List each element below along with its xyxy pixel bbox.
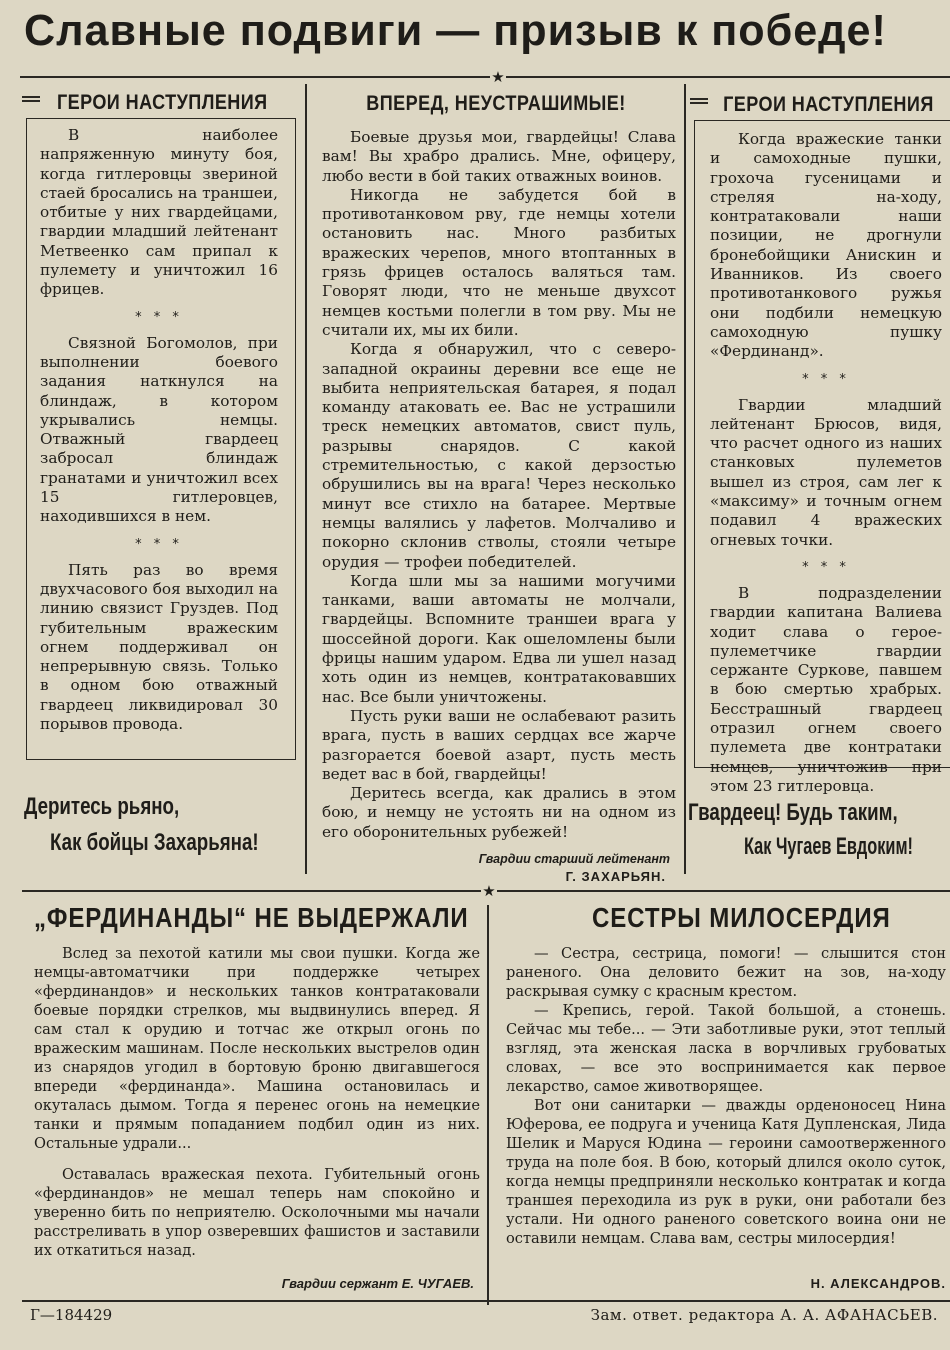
ferdinands-signature: Гвардии сержант Е. ЧУГАЕВ.	[281, 1276, 474, 1291]
footer-rule	[22, 1300, 950, 1302]
left-column-title-row	[22, 88, 300, 118]
article-paragraph: Никогда не забудется бой в противотанковом рву, где немцы хотели остановить нас. Много разбитых вражеских черепов, много втоптанных в грязь фрицев осталось валяться там. Говорят люди, что не меньше двухсот немцев костьми полегли в том рву. Мы не считали их, мы их били.	[322, 185, 676, 339]
star-ornament-icon: ★	[491, 68, 505, 86]
article-paragraph: — Крепись, герой. Такой большой, а стонешь. Сейчас мы тебе... — Эти заботливые руки, этот теплый взгляд, эта женская ласка в ворчливых грубоватых словах, — все это воспринимается как первое лекарство, самое животворящее.	[506, 1002, 946, 1095]
slogan-right-line-2: Как Чугаев Евдоким!	[744, 833, 913, 860]
editor-credit: Зам. ответ. редактора А. А. АФАНАСЬЕВ.	[590, 1306, 938, 1324]
column-divider	[684, 84, 686, 874]
article-paragraph: Когда я обнаружил, что с северо-западной окраины деревни все еще не выбита неприятельская батарея, я подал команду атаковать ее. Вас не устрашили треск немецких автоматов, свист пуль, разрывы снарядов. С какой стремительностью, с какой дерзостью обрушились вы на врага! Через несколько минут все стихло на батарее. Мертвые немцы валялись у лафетов. Молчаливо и покорно склонив стволы, стояли четыре орудия — трофеи победителей.	[322, 340, 676, 571]
ferdinands-article-title: „ФЕРДИНАНДЫ“ НЕ ВЫДЕРЖАЛИ	[34, 902, 469, 933]
left-column-body	[40, 126, 278, 746]
article-paragraph: Оставалась вражеская пехота. Губительный огонь «фердинандов» не мешал теперь нам спокойно и уверенно бить по неприятелю. Осколочными мы начали расстреливать в упор озверевших фашистов и заставили их откатиться назад.	[34, 1166, 480, 1259]
nurses-article	[494, 894, 950, 1304]
nurses-article-title: СЕСТРЫ МИЛОСЕРДИЯ	[592, 902, 891, 933]
headline-rule	[20, 76, 950, 78]
ferdinands-article	[22, 894, 484, 1304]
nurses-article-body	[506, 944, 946, 1274]
ferdinands-article-body	[34, 944, 480, 1264]
nurses-signature: Н. АЛЕКСАНДРОВ.	[810, 1276, 946, 1291]
asterism-separator: * * *	[135, 536, 183, 552]
right-column-title-row	[690, 90, 950, 120]
center-signature-rank: Гвардии старший лейтенант	[478, 852, 670, 866]
column-divider	[487, 905, 489, 1305]
article-paragraph: Пусть руки ваши не ослабевают разить врага, пусть в ваших сердцах все жарче разгорается боевой азарт, пусть месть ведет вас в бой, гвардейцы!	[322, 706, 676, 783]
article-paragraph: Когда вражеские танки и самоходные пушки, грохоча гусеницами и стреляя на-ходу, контратаковали наши позиции, не дрогнули бронебойщики Анискин и Иванников. Из своего противотанкового ружья они подбили немецкую самоходную пушку «Фердинанд».	[710, 130, 942, 361]
slogan-right-line-1: Гвардеец! Будь таким,	[688, 799, 898, 826]
left-column	[22, 84, 300, 764]
center-column-title: ВПЕРЕД, НЕУСТРАШИМЫЕ!	[366, 92, 626, 115]
article-paragraph: Когда шли мы за нашими могучими танками, ваши автоматы не молчали, гвардейцы. Вспомните траншеи врага у шоссейной дороги. Как ошеломлены были фрицы нашим ударом. Едва ли ушел назад хоть один из немцев, контратаковавших нас. Все были уничтожены.	[322, 571, 676, 706]
article-paragraph: — Сестра, сестрица, помоги! — слышится стон раненого. Она деловито бежит на зов, на-ходу раскрывая сумку с красным крестом.	[506, 945, 946, 1000]
article-paragraph: Связной Богомолов, при выполнении боевого задания наткнулся на блиндаж, в котором укрывались немцы. Отважный гвардеец забросал блиндаж гранатами и уничтожил всех 15 гитлеровцев, находившихся в нем.	[40, 333, 278, 526]
left-column-title: ГЕРОИ НАСТУПЛЕНИЯ	[56, 91, 268, 114]
star-ornament-icon: ★	[482, 882, 496, 900]
column-divider	[305, 84, 307, 874]
article-paragraph: Деритесь всегда, как дрались в этом бою, и немцу не устоять ни на одном из его оборонительных рубежей!	[322, 784, 676, 841]
article-paragraph: Пять раз во время двухчасового боя выходил на линию связист Груздев. Под губительным вражеским огнем поддерживал он непрерывную связь. Только в одном бою отважный гвардеец ликвидировал 30 порывов провода.	[40, 560, 278, 734]
center-signature-name: Г. ЗАХАРЬЯН.	[565, 869, 666, 884]
right-column	[690, 84, 950, 795]
right-column-body	[710, 130, 942, 795]
asterism-separator: * * *	[802, 371, 850, 387]
article-paragraph: Вот они санитарки — дважды орденоносец Нина Юферова, ее подруга и ученица Катя Дупленская, Лида Шелик и Маруся Юдина — героини самоотверженного труда на поле боя. В бою, который длился около суток, когда немцы предприняли несколько контратак и когда траншея переходила из рук в руки, они работали без устали. Ни одного раненого советского воина они не оставили немцам. Слава вам, сестры милосердия!	[506, 1097, 946, 1247]
article-paragraph: Гвардии младший лейтенант Брюсов, видя, что расчет одного из наших станковых пулеметов вышел из строя, сам лег к «максиму» и точным огнем подавил 4 вражеских огневых точки.	[710, 395, 942, 549]
center-column-body	[322, 128, 676, 840]
article-paragraph: В подразделении гвардии капитана Валиева ходит слава о герое-пулеметчике гвардии сержанте Суркове, павшем в бою смертью храбрых. Бесстрашный гвардеец отразил огнем своего пулемета две контратаки немцев, уничтожив при этом 23 гитлеровца.	[710, 583, 942, 795]
right-column-title: ГЕРОИ НАСТУПЛЕНИЯ	[723, 93, 934, 116]
page-headline: Славные подвиги — призыв к победе!	[24, 6, 887, 55]
center-column	[314, 84, 678, 884]
article-paragraph: Вслед за пехотой катили мы свои пушки. Когда же немцы-автоматчики при поддержке четырех «фердинандов» и нескольких танков контратаковали боевые порядки стрелков, мы выдвинулись вперед. Я сам стал к орудию и тотчас же открыл огонь по вражеским машинам. После нескольких выстрелов один из снарядов угодил в бортовую броню двигавшегося впереди «фердинанда». Машина остановилась и окуталась дымом. Тогда я перенес огонь на немецкие танки и прямым попаданием подбил один из них. Остальные удрали...	[34, 945, 480, 1152]
article-paragraph: Боевые друзья мои, гвардейцы! Слава вам! Вы храбро дрались. Мне, офицеру, любо вести в бой таких отважных воинов.	[322, 128, 676, 185]
asterism-separator: * * *	[135, 309, 183, 325]
slogan-left-line-1: Деритесь рьяно,	[24, 793, 180, 820]
article-paragraph: В наиболее напряженную минуту боя, когда гитлеровцы звериной стаей бросались на траншеи, отбитые у них гвардейцами, гвардии младший лейтенант Метвеенко сам припал к пулемету и уничтожил 16 фрицев.	[40, 126, 278, 299]
asterism-separator: * * *	[802, 559, 850, 575]
slogan-left-line-2: Как бойцы Захарьяна!	[50, 829, 259, 856]
print-order-code: Г—184429	[30, 1306, 113, 1324]
